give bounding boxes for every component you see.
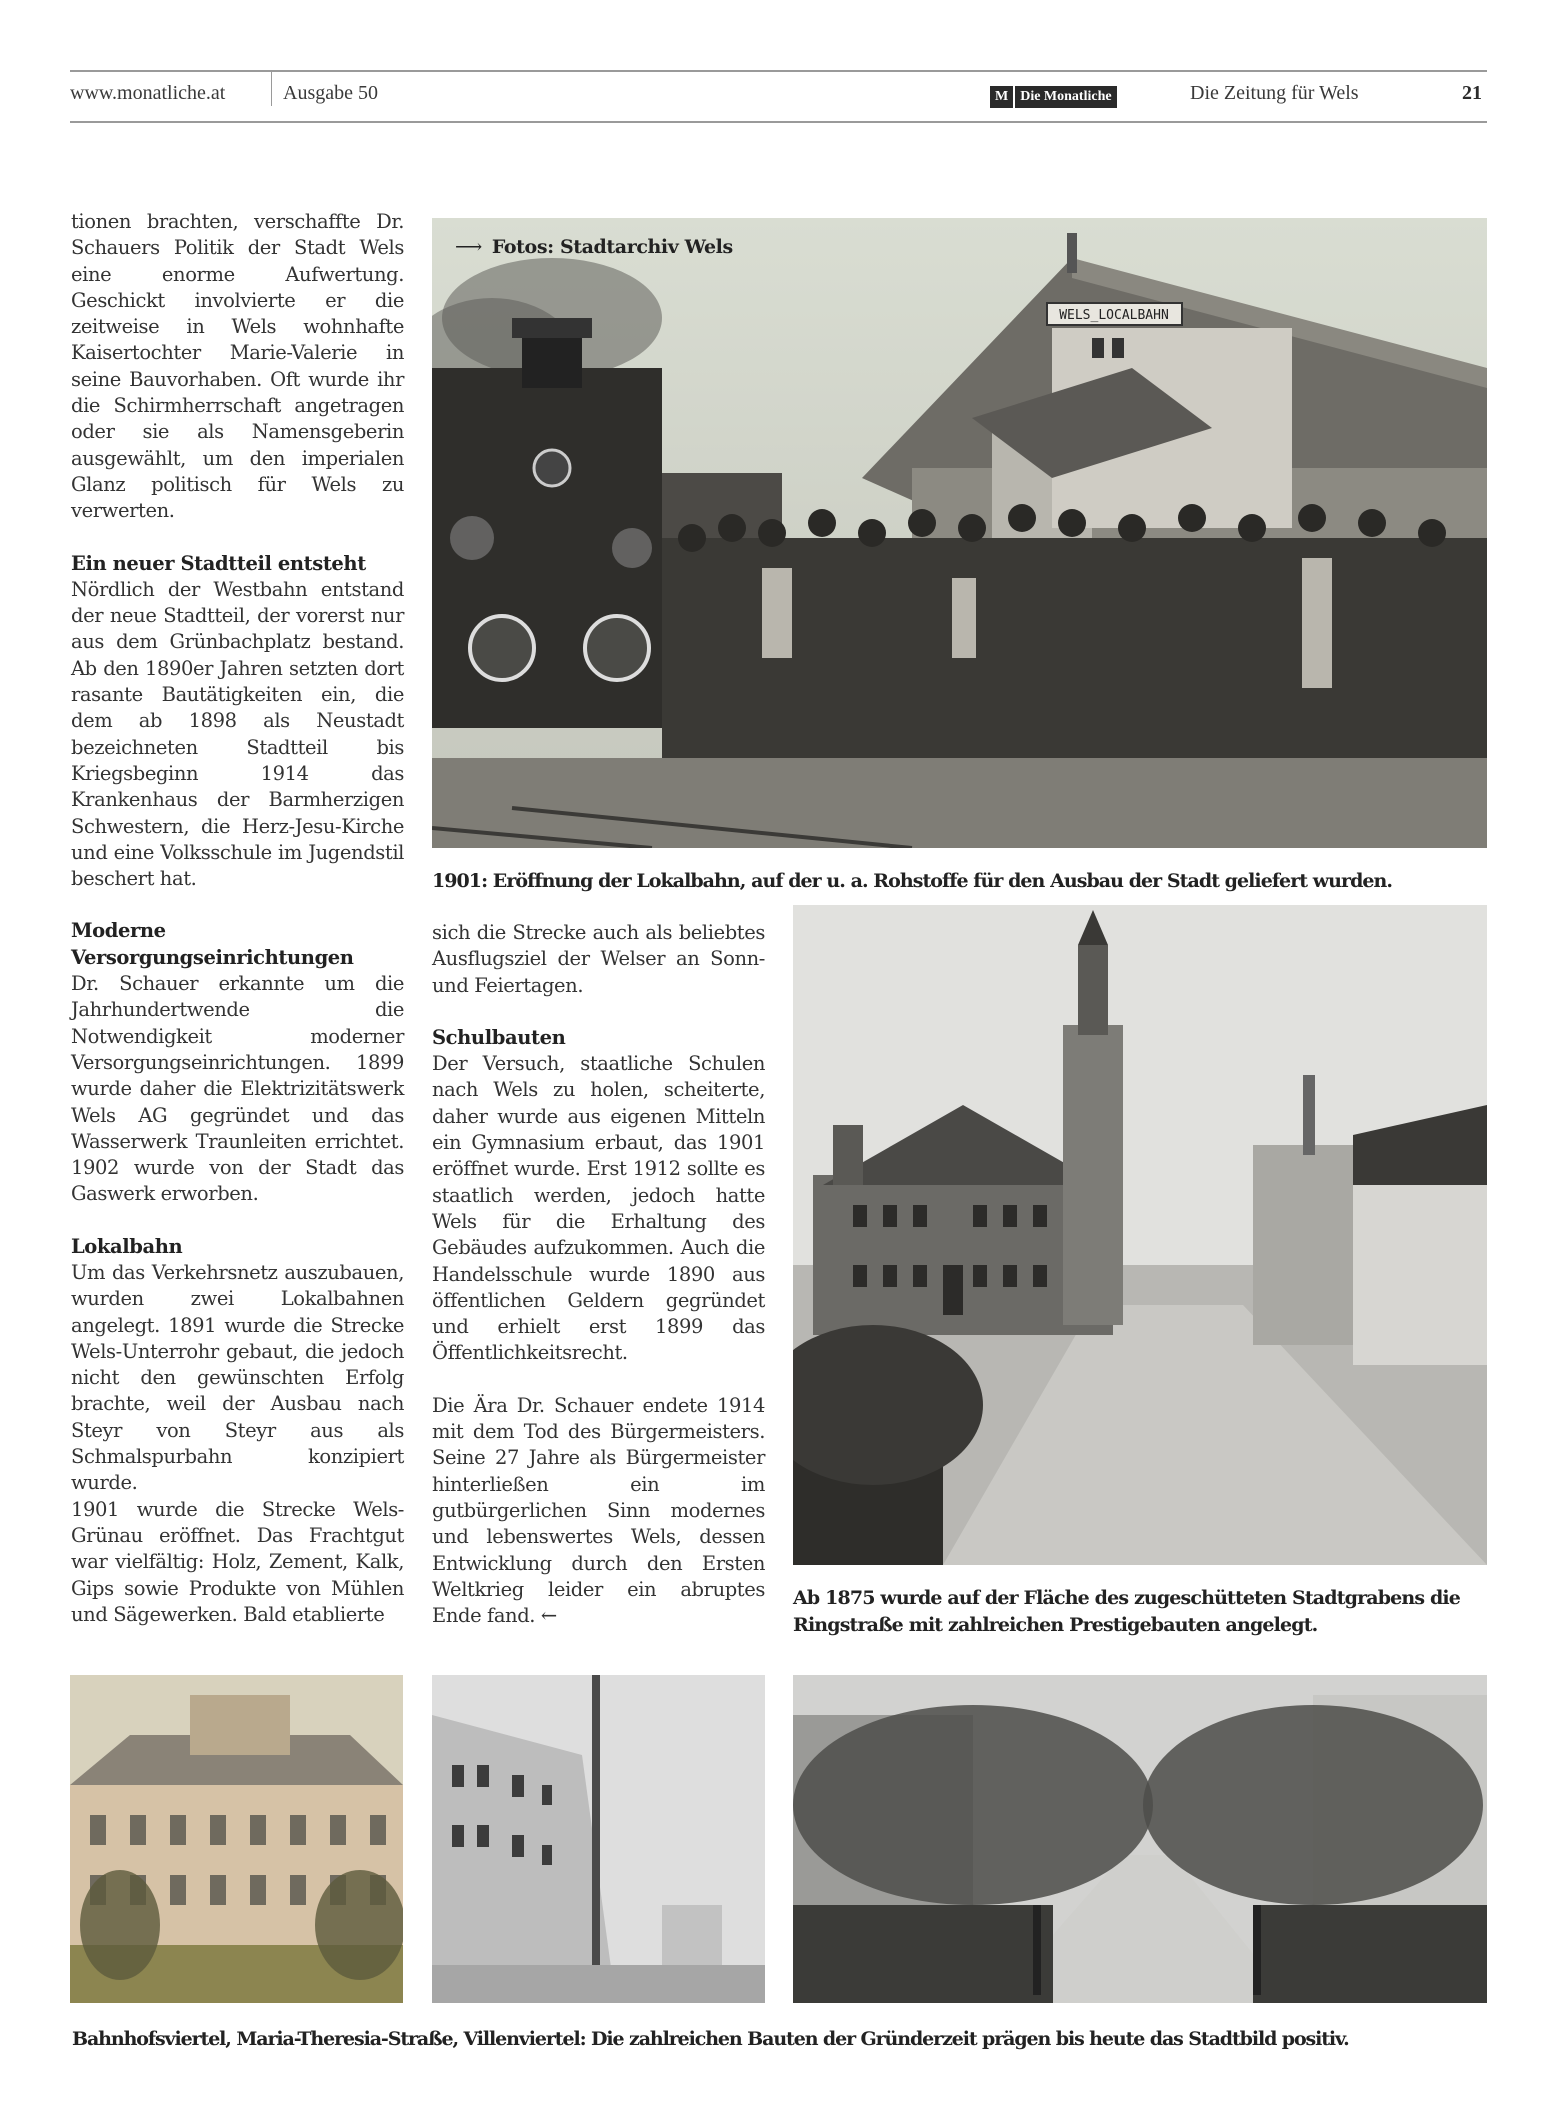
paragraph-closing <box>432 1393 765 1630</box>
photo-maria-theresia-strasse <box>432 1675 765 2003</box>
logo-mark: M <box>990 86 1013 108</box>
villenviertel-photo-graphic <box>793 1675 1487 2003</box>
header-url[interactable]: www.monatliche.at <box>70 82 226 104</box>
article-column-2 <box>432 920 765 1629</box>
paragraph-continuation: sich die Strecke auch als beliebtes Ausflugsziel der Welser an Sonn- und Feiertagen. <box>432 921 765 997</box>
caption-lokalbahn: 1901: Eröffnung der Lokalbahn, auf der u. a. Rohstoffe für den Ausbau der Stadt geliefert wurden. <box>432 870 1393 892</box>
header-bottom-rule <box>70 121 1487 123</box>
maria-theresia-photo-graphic <box>432 1675 765 2003</box>
section-heading-schulbauten: Schulbauten <box>432 1025 566 1049</box>
ringstrasse-photo-graphic <box>793 905 1487 1565</box>
section-heading-lokalbahn: Lokalbahn <box>71 1234 183 1258</box>
photo-credit-text: Fotos: Stadtarchiv Wels <box>491 236 733 258</box>
closing-text: Die Ära Dr. Schauer endete 1914 mit dem Tod des Bürgermeisters. Seine 27 Jahre als Bürgermeister hinterließen ein im gutbürgerlichen Sinn modernes und lebenswertes Wels, dessen Entwicklung durch den Ersten Weltkrieg leider ein abruptes Ende fand. <box>432 1393 765 1628</box>
end-arrow-icon: ← <box>540 1604 557 1628</box>
arrow-right-icon: ⟶ <box>455 236 482 258</box>
page-number: 21 <box>1462 82 1482 104</box>
photo-credit <box>455 236 733 258</box>
section-heading-stadtteil: Ein neuer Stadtteil entsteht <box>71 551 366 575</box>
photo-villenviertel <box>793 1675 1487 2003</box>
paragraph-schulbauten: Der Versuch, staatliche Schulen nach Wels zu holen, scheiterte, daher wurde aus eigenen Mitteln ein Gymnasium erbaut, das 1901 eröffnet wurde. Erst 1912 sollte es staatlich werden, jedoch hatte Wels für die Erhaltung des Gebäudes aufzukommen. Auch die Handelsschule wurde 1890 aus öffentlichen Geldern gegründet und erhielt erst 1899 das Öffentlichkeitsrecht. <box>432 1052 765 1365</box>
photo-lokalbahn-opening <box>432 218 1487 848</box>
section-heading-versorgung: Moderne Versorgungseinrichtungen <box>71 919 354 969</box>
article-column-1 <box>71 209 404 1628</box>
logo-name: Die Monatliche <box>1015 86 1116 108</box>
paragraph-lokalbahn-2: 1901 wurde die Strecke Wels-Grünau eröffnet. Das Frachtgut war vielfältig: Holz, Zement, Kalk, Gips sowie Produkte von Mühlen und Sägewerken. Bald etablierte <box>71 1497 404 1626</box>
paragraph-lokalbahn: Um das Verkehrsnetz auszubauen, wurden zwei Lokalbahnen angelegt. 1891 wurde die Strecke Wels-Unterrohr gebaut, die jedoch nicht den gewünschten Erfolg brachte, weil der Ausbau nach Steyr von Steyr aus als Schmalspurbahn konzipiert wurde. <box>71 1260 404 1495</box>
header-tagline: Die Zeitung für Wels <box>1190 82 1359 104</box>
paragraph-intro: tionen brachten, verschaffte Dr. Schauers Politik der Stadt Wels eine enorme Aufwertung. Geschickt involvierte er die zeitweise in Wels wohnhafte Kaisertochter Marie-Valerie in seine Bauvorhaben. Oft wurde ihr die Schirmherrschaft angetragen oder sie als Namensgeberin ausgewählt, um den imperialen Glanz politisch für Wels zu verwerten. <box>71 210 404 523</box>
photo-bahnhofsviertel <box>70 1675 403 2003</box>
header-top-rule <box>70 70 1487 72</box>
header-issue: Ausgabe 50 <box>283 82 378 104</box>
paragraph-versorgung: Dr. Schauer erkannte um die Jahrhundertwende die Notwendigkeit moderner Versorgungseinrichtungen. 1899 wurde daher die Elektrizitätswerk Wels AG gegründet und das Wasserwerk Traunleiten errichtet. 1902 wurde von der Stadt das Gaswerk erworben. <box>71 972 404 1206</box>
station-sign-text: WELS_LOCALBAHN <box>1059 308 1169 323</box>
caption-ringstrasse: Ab 1875 wurde auf der Fläche des zugeschütteten Stadtgrabens die Ringstraße mit zahlreichen Prestigebauten angelegt. <box>793 1587 1460 1636</box>
photo-ringstrasse <box>793 905 1487 1565</box>
lokalbahn-photo-graphic <box>432 218 1487 848</box>
bahnhofsviertel-photo-graphic <box>70 1675 403 2003</box>
paragraph-stadtteil: Nördlich der Westbahn entstand der neue Stadtteil, der vorerst nur aus dem Grünbachplatz bestand. Ab den 1890er Jahren setzten dort rasante Bautätigkeiten ein, die dem ab 1898 als Neustadt bezeichneten Stadtteil bis Kriegsbeginn 1914 das Krankenhaus der Barmherzigen Schwestern, die Herz-Jesu-Kirche und eine Volksschule im Jugendstil beschert hat. <box>71 577 404 891</box>
header-separator <box>271 72 272 106</box>
caption-gruenderzeit: Bahnhofsviertel, Maria-Theresia-Straße, Villenviertel: Die zahlreichen Bauten der Gründerzeit prägen bis heute das Stadtbild positiv. <box>72 2028 1349 2050</box>
publication-logo <box>990 86 1117 108</box>
